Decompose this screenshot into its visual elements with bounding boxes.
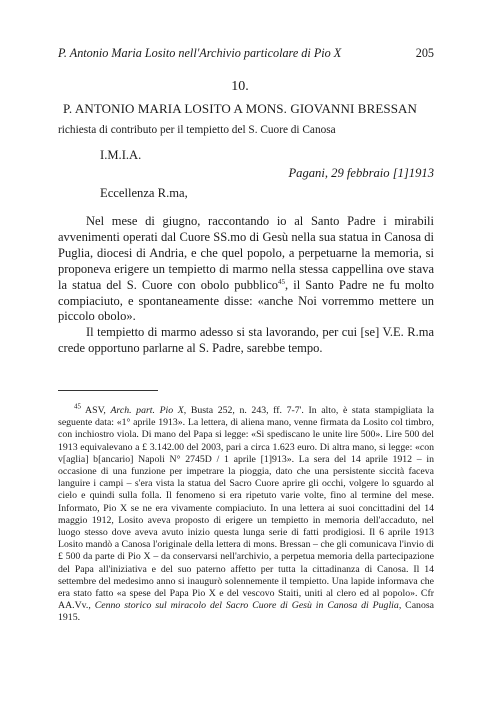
document-subtitle: richiesta di contributo per il tempietto del S. Cuore di Canosa: [58, 124, 336, 136]
running-title: P. Antonio Maria Losito nell'Archivio particolare di Pio X: [58, 46, 342, 60]
document-title: P. ANTONIO MARIA LOSITO A MONS. GIOVANNI BRESSAN: [62, 101, 418, 116]
footnote-divider: [58, 390, 158, 391]
footnote-text: , Busta 252, n. 243, ff. 7-7'. In alto, è stata stampigliata la seguente data: «1° aprile 1913». La lettera, di aliena mano, venne firmata da Losito col timbro, con inchiostro viola. Di mano del Papa si legge: «Si spediscano le unite lire 500». Lire 500 del 1913 equivalevano a £ 3.142.00 del 2003, pari a circa 1.623 euro. Di altra mano, si legge: «con v[aglia] b[ancario] Napoli N° 2745D / 1 aprile [1]913». La sera del 14 aprile 1912 – in occasione di una funzione per impetrare la pioggia, dato che una persistente siccità faceva languire i campi – s'era vista la statua del Sacro Cuore aprire gli occhi, volgere lo sguardo al cielo e quindi sulla folla. Il fenomeno si era ripetuto varie volte, fino al termine del mese. Informato, Pio X se ne era vivamente compiaciuto. In una lettera ai suoi concittadini del 14 maggio 1912, Losito aveva proposto di erigere un tempietto in memoria dell'accaduto, nel luogo stesso dove aveva avuto inizio questa lunga serie di fatti prodigiosi. Il 6 aprile 1913 Losito mandò a Canosa l'originale della lettera di mons. Bressan – che gli comunicava l'invio di £ 500 da parte di Pio X – da conservarsi nell'archivio, a perpetua memoria della partecipazione del Papa all'iniziativa e del suo paterno affetto per tutta la cittadinanza di Canosa. Il 14 settembre del medesimo anno si inaugurò solennemente il tempietto. Una lapide informava che era stato fatto «a spese del Papa Pio X e del vescovo Staiti, uniti al clero ed al popolo». Cfr AA.Vv.,: [58, 405, 434, 612]
footnote-text: ASV,: [81, 405, 111, 416]
footnote: [58, 402, 435, 625]
footnote-text: , Canosa 1915.: [58, 600, 435, 624]
footnote-book-title: Cenno storico sul miracolo del Sacro Cuore di Gesù in Canosa di Puglia: [94, 600, 399, 612]
paragraph-text: , il Santo Padre ne fu molto compiaciuto, e spontaneamente disse: «anche Noi vorremmo mettere un piccolo obolo».: [58, 277, 434, 324]
letter-salutation: Eccellenza R.ma,: [100, 186, 188, 200]
running-header: [58, 46, 434, 60]
letter-dateline: Pagani, 29 febbraio [1]1913: [288, 166, 434, 180]
page-number: 205: [415, 46, 434, 60]
footnote-reference: 45: [278, 277, 286, 286]
footnote-marker: 45: [74, 402, 81, 411]
letter-paragraph-2: Il tempietto di marmo adesso si sta lavorando, per cui [se] V.E. R.ma crede opportuno parlarne al S. Padre, sarebbe tempo.: [58, 325, 434, 356]
letter-body: [58, 214, 434, 357]
letter-header-code: I.M.I.A.: [100, 148, 142, 162]
paragraph-text: Nel mese di giugno, raccontando io al Santo Padre i mirabili avvenimenti operati dal Cuore SS.mo di Gesù nella sua statua in Canosa di Puglia, diocesi di Andria, e che quel popolo, a perpetuarne la memoria, si proponeva erigere un tempietto di marmo nella stessa cappellina ove stava la statua del S. Cuore con obolo pubblico: [58, 214, 434, 292]
footnote-archive-reference: Arch. part. Pio X: [110, 405, 184, 416]
document-number: 10.: [231, 79, 249, 94]
letter-paragraph-1: [58, 214, 434, 325]
